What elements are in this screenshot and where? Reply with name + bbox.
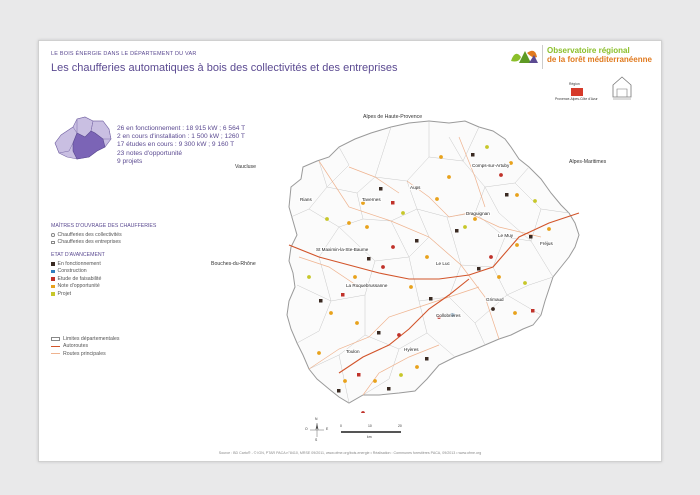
region-label: Région [569, 82, 580, 86]
legend-owners-title: MAÎTRES D'OUVRAGE DES CHAUFFERIES [51, 223, 157, 229]
ofme-logo-icon [509, 45, 539, 67]
logo-line-1: Observatoire régional [547, 46, 630, 55]
legend-status-title: ETAT D'AVANCEMENT [51, 252, 105, 258]
legend [51, 223, 181, 298]
legend-status-item: Note d'opportunité [51, 283, 181, 291]
town-label: Rians [300, 197, 312, 202]
town-label: Comps-sur-Artuby [472, 163, 510, 168]
var-outline [287, 121, 579, 403]
dept-label-northwest: Vaucluse [235, 164, 256, 170]
scale-unit: km [367, 435, 372, 439]
legend-line-item: Limites départementales [51, 335, 181, 343]
dept-label-north: Alpes de Haute-Provence [363, 114, 423, 120]
town-label: Fréjus [540, 241, 553, 246]
legend-lines [51, 335, 181, 358]
logo-line-2: de la forêt méditerranéenne [547, 55, 652, 64]
town-label: Collobrières [436, 313, 461, 318]
town-label: Hyères [404, 347, 419, 352]
stat-line: 2 en cours d'installation : 1 500 kW ; 1260 T [117, 133, 245, 141]
town-label: Grimaud [486, 297, 504, 302]
town-label: Aups [410, 185, 421, 190]
compass-n: N [315, 417, 318, 421]
stat-line: 23 notes d'opportunité [117, 149, 183, 157]
communes-forestieres-logo-icon [611, 75, 633, 101]
scale-tick: 0 [340, 424, 342, 428]
legend-status-item: Projet [51, 290, 181, 298]
status-swatch [51, 277, 55, 281]
road-swatch [51, 353, 60, 354]
status-swatch [51, 262, 55, 266]
legend-owner-item: Chaufferies des collectivités [51, 231, 181, 239]
map-footer: Source : BD Carto® - © IGN, PTAR PACA n°8410, MRSE 09/2011, www.ofme.org/bois-energie • Réalisation : Communes forestières PACA, 09/2013 • www.ofme.org [218, 451, 482, 455]
town-label: La Roquebrussanne [346, 283, 388, 288]
circle-icon [51, 233, 55, 237]
legend-status-item: Construction [51, 268, 181, 276]
region-flag-icon [571, 88, 583, 96]
compass-s: S [315, 438, 318, 442]
compass-e: E [326, 427, 329, 431]
map-sheet [38, 40, 662, 462]
status-swatch [51, 292, 55, 296]
map-title: Les chaufferies automatiques à bois des collectivités et des entreprises [51, 62, 398, 74]
stat-line: 17 études en cours : 9 300 kW ; 9 160 T [117, 141, 235, 149]
compass-o: O [305, 427, 308, 431]
status-swatch [51, 285, 55, 289]
town-label: Le Luc [436, 261, 450, 266]
stats-block [117, 125, 245, 166]
scale-tick: 10 [368, 424, 372, 428]
square-icon [51, 241, 55, 245]
legend-line-item: Autoroutes [51, 343, 181, 351]
dept-label-east: Alpes-Maritimes [569, 159, 607, 165]
dept-label-west: Bouches-du-Rhône [211, 261, 256, 267]
map-kicker: LE BOIS ÉNERGIE DANS LE DÉPARTEMENT DU VAR [51, 51, 197, 57]
scale-tick: 20 [398, 424, 402, 428]
locator-map [51, 113, 115, 165]
town-label: Toulon [346, 349, 360, 354]
stat-line: 26 en fonctionnement : 18 915 kW ; 6 564 T [117, 125, 246, 132]
boundary-swatch [51, 337, 60, 341]
town-label: Tavernes [362, 197, 381, 202]
legend-line-item: Routes principales [51, 350, 181, 358]
stat-line: 9 projets [117, 157, 143, 165]
town-label: St Maximin-la-Ste-Baume [316, 247, 369, 252]
highway-swatch [51, 346, 60, 347]
legend-owner-item: Chaufferies des entreprises [51, 239, 181, 247]
legend-status-item: En fonctionnement [51, 260, 181, 268]
region-name: Provence-Alpes-Côte d'Azur [555, 97, 598, 101]
town-label: Draguignan [466, 211, 490, 216]
status-swatch [51, 270, 55, 274]
legend-status-item: Etude de faisabilité [51, 275, 181, 283]
town-label: Le Muy [498, 233, 514, 238]
